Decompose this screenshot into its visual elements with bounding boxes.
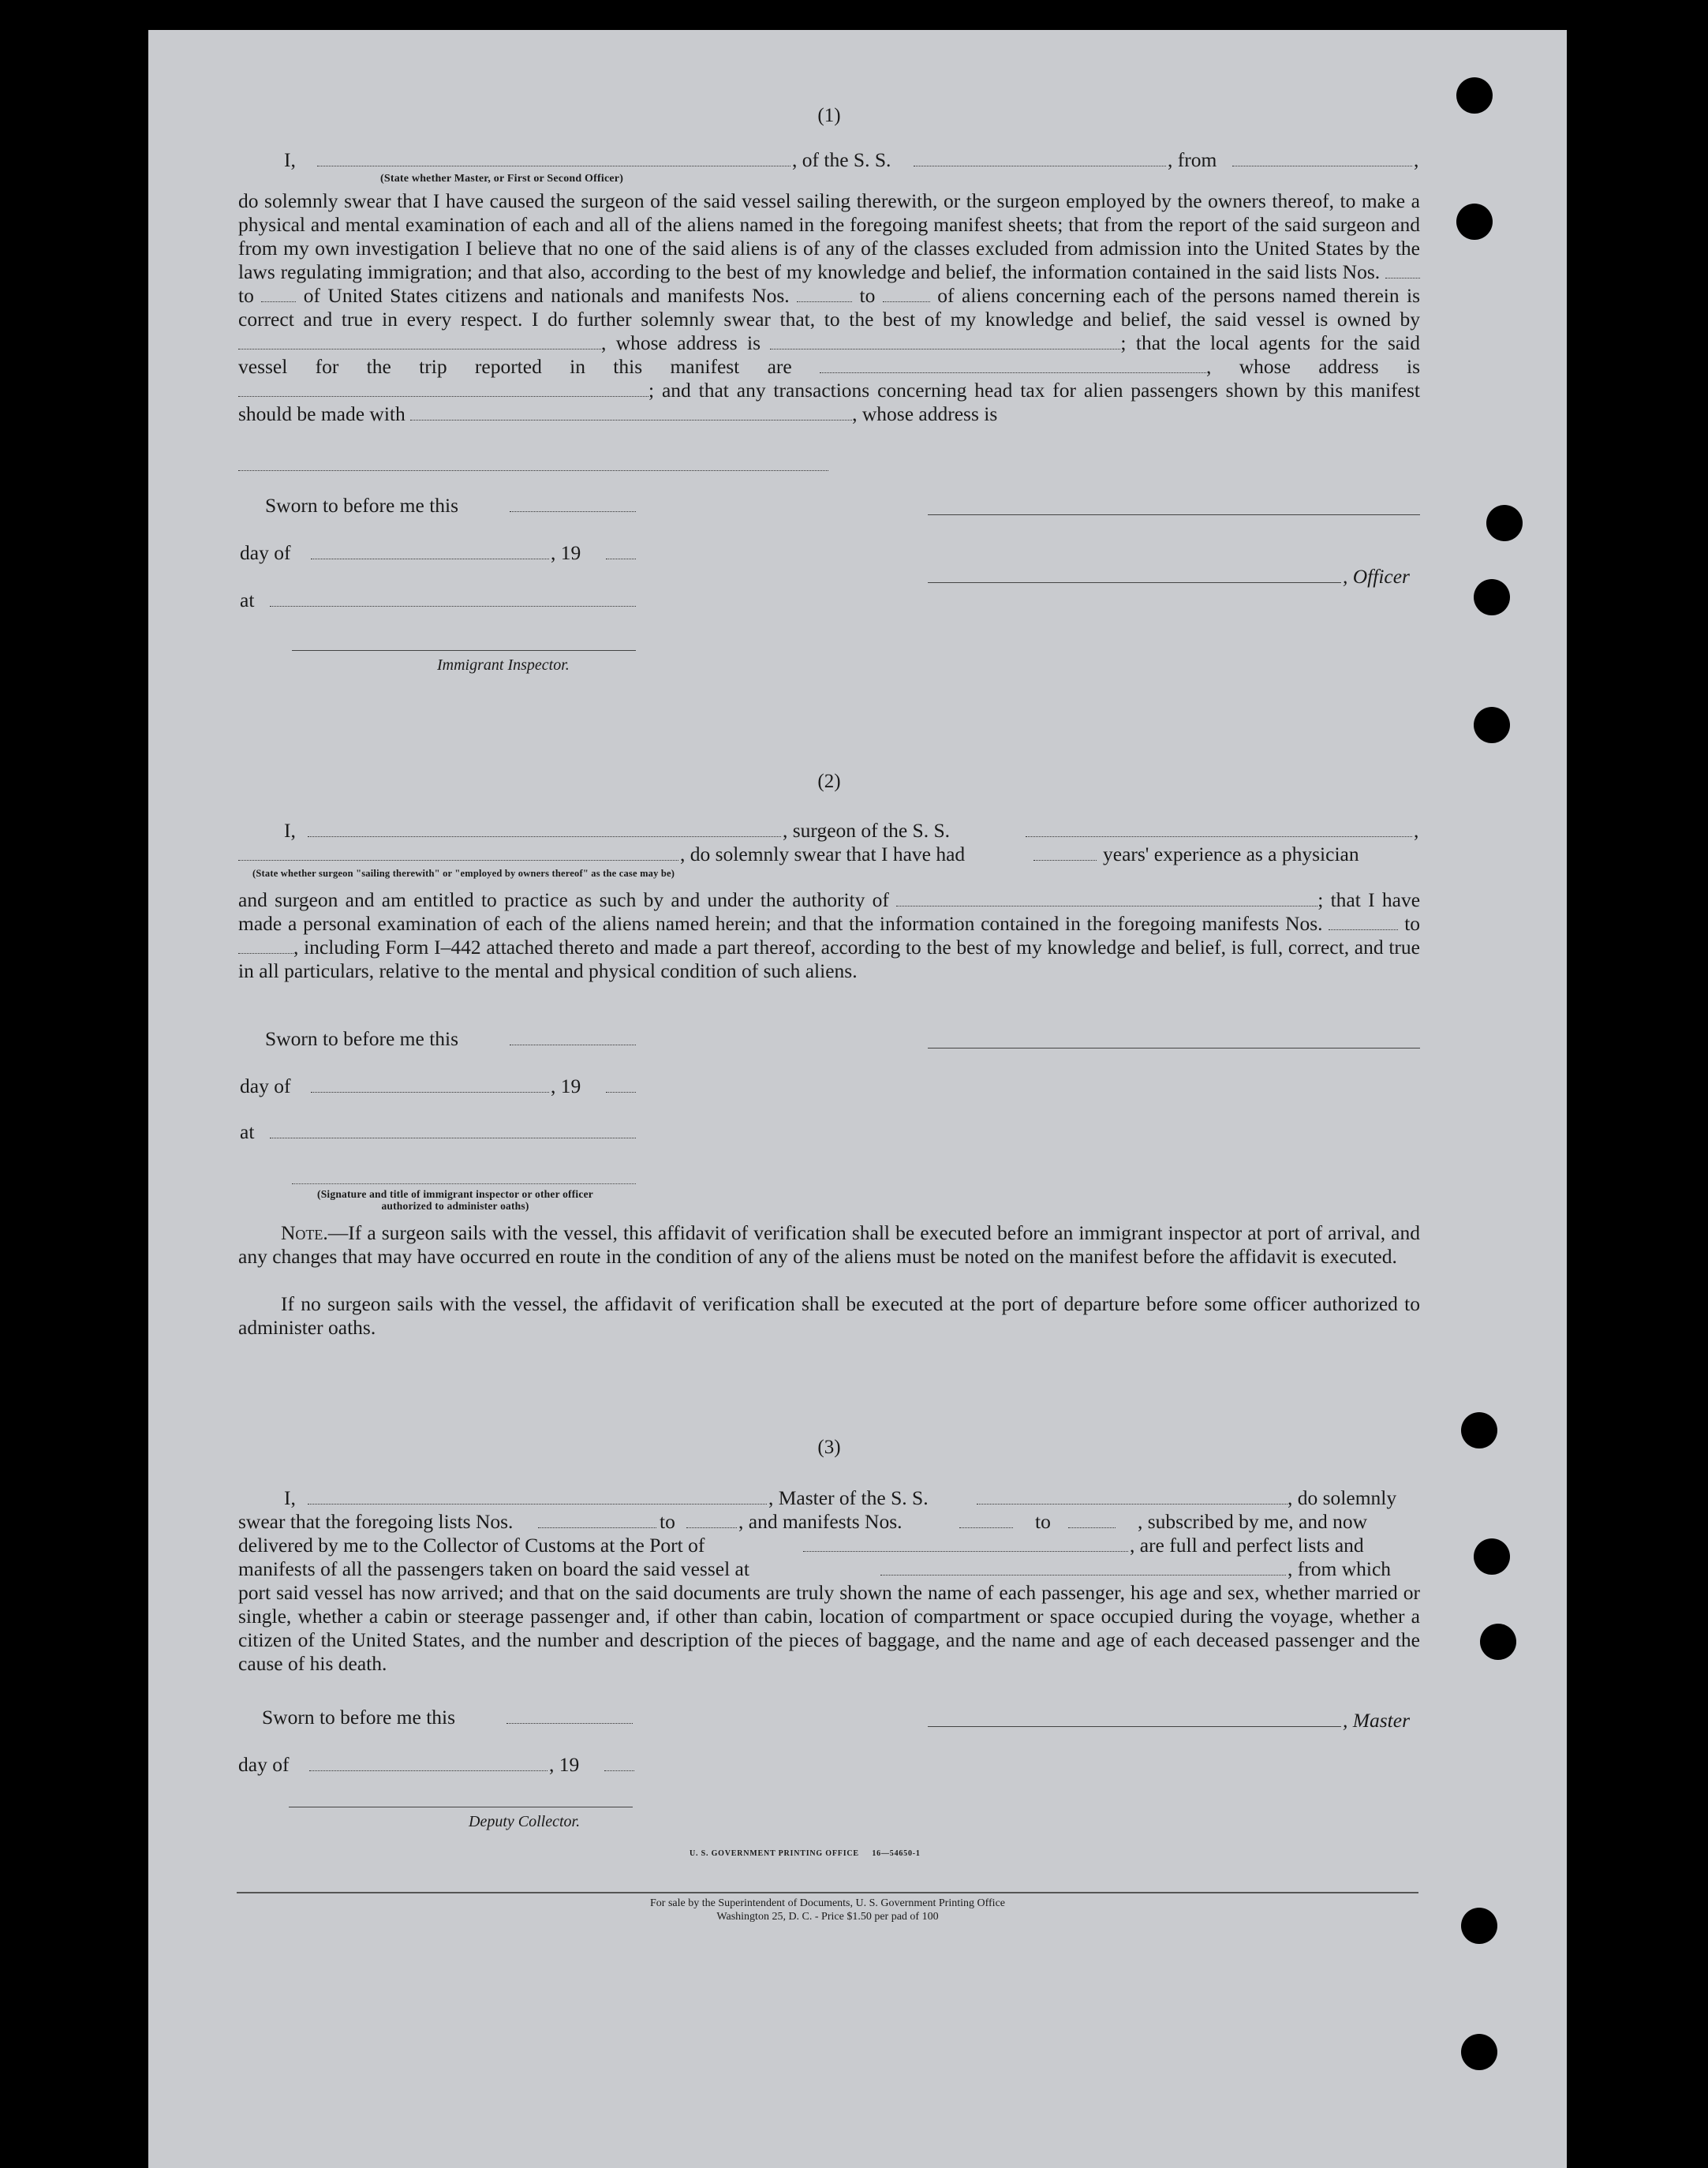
list-to-field[interactable] [261, 289, 296, 302]
at-field[interactable] [270, 593, 636, 607]
to-label: to [859, 284, 876, 307]
owner-address-label: , whose address is [601, 331, 761, 354]
day-of-label: day of [238, 1753, 290, 1776]
section-2-number: (2) [817, 771, 841, 792]
section-1-number: (1) [817, 105, 841, 126]
year-field[interactable] [606, 1079, 636, 1093]
agents-address-label: whose address is [1239, 355, 1421, 378]
section-1-text-i: ; and that any transactions concerning head tax for alien passengers shown by this manifest should be made with [238, 379, 1420, 425]
line-end: , [1414, 819, 1419, 842]
experience-label: , do solemnly swear that I have had [680, 843, 966, 865]
manifests-label: , and manifests Nos. [738, 1510, 903, 1533]
section-1-text-b: of United States citizens and nationals and manifests Nos. [303, 284, 790, 307]
section-1-body [238, 189, 1420, 426]
punch-hole-8 [1480, 1624, 1516, 1660]
master-name-field[interactable] [308, 1491, 767, 1505]
to-label: to [1035, 1510, 1051, 1533]
to-label: to [1404, 912, 1421, 935]
year-field[interactable] [604, 1758, 634, 1771]
master-signature-label: , Master [1343, 1709, 1410, 1732]
year-label: , 19 [551, 541, 581, 564]
year-field[interactable] [606, 546, 636, 559]
surgeon-status-field[interactable] [238, 847, 678, 861]
inspector-signature-line[interactable] [292, 650, 636, 651]
officer-signature-line-2[interactable] [928, 582, 1341, 583]
i-label: I, [284, 1486, 296, 1509]
agents-address-field[interactable] [238, 383, 648, 397]
section-2-body [238, 888, 1420, 983]
do-solemnly-label: , do solemnly [1288, 1486, 1397, 1509]
section-1-text-c: of aliens concerning each of the persons named therein is correct and true in every respect. I do further solemnly swear that, to the best of my knowledge and belief, the said vessel is owned by [238, 284, 1421, 331]
years-experience-label: years' experience as a physician [1103, 843, 1359, 865]
section-3-number: (3) [817, 1437, 841, 1458]
authority-field[interactable] [896, 893, 1317, 906]
at-label: at [240, 1120, 255, 1143]
note-label: Note. [281, 1221, 328, 1244]
section-2-text-a: and surgeon and am entitled to practice as such by and under the authority of [238, 888, 889, 911]
note-text: —If a surgeon sails with the vessel, this affidavit of verification shall be executed before an immigrant inspector at port of arrival, and any changes that may have occurred en route in the condition of any of the aliens must be noted on the manifest before the affidavit is executed. [238, 1221, 1420, 1268]
head-tax-address-field[interactable] [238, 458, 828, 471]
printing-office-mark: U. S. GOVERNMENT PRINTING OFFICE 16—54650-1 [690, 1849, 921, 1858]
to-label: to [660, 1510, 675, 1533]
i-label: I, [284, 148, 296, 171]
lists-to-field[interactable] [686, 1515, 737, 1528]
vessel-name-field[interactable] [914, 153, 1166, 166]
sworn-day-field[interactable] [510, 499, 636, 512]
owner-field[interactable] [238, 336, 601, 349]
footer-rule [237, 1892, 1418, 1893]
signature-caption: (Signature and title of immigrant inspector or other officer authorized to administer oaths) [317, 1188, 593, 1212]
section-2-text-c: that I have made a personal examination of each of the aliens named herein; and that the information contained in the foregoing manifests Nos. [238, 888, 1421, 935]
sworn-day-field[interactable] [510, 1032, 636, 1045]
footer [237, 1897, 1418, 1923]
surgeon-vessel-field[interactable] [1026, 824, 1412, 837]
section-3-body: port said vessel has now arrived; and that on the said documents are truly shown the name of each passenger, his age and sex, whether married or single, whether a cabin or steerage passenger and, if other than cabin, location of compartment or space occupied during the voyage, whether a citizen of the United States, and the number and description of the pieces of baggage, and the name and age of each deceased passenger and the cause of his death. [238, 1581, 1420, 1675]
owner-address-field[interactable] [770, 336, 1120, 349]
at-label: at [240, 589, 255, 611]
manifests-from-field[interactable] [1329, 917, 1398, 930]
sworn-label: Sworn to before me this [265, 1027, 459, 1050]
punch-hole-5 [1474, 707, 1510, 743]
section-2-text-d: , including Form I–442 attached thereto and made a part thereof, according to the best of my knowledge and belief, is full, correct, and true in all particulars, relative to the mental and physical condition of such aliens. [238, 936, 1420, 982]
manifest-to-field[interactable] [883, 289, 930, 302]
head-tax-contact-field[interactable] [410, 407, 852, 421]
punch-hole-6 [1461, 1412, 1497, 1448]
master-signature-line[interactable] [928, 1726, 1341, 1727]
day-of-field[interactable] [311, 1079, 549, 1093]
punch-hole-2 [1456, 204, 1493, 240]
year-label: , 19 [549, 1753, 580, 1776]
administering-officer-signature-line[interactable] [292, 1183, 636, 1184]
footer-line-2: Washington 25, D. C. - Price $1.50 per pad of 100 [716, 1911, 939, 1923]
delivered-label: delivered by me to the Collector of Customs at the Port of [238, 1534, 705, 1557]
note-paragraph-2: If no surgeon sails with the vessel, the affidavit of verification shall be executed at the port of departure before some officer authorized to administer oaths. [238, 1292, 1420, 1339]
punch-hole-10 [1461, 2034, 1497, 2070]
manifests-taken-label: manifests of all the passengers taken on board the said vessel at [238, 1557, 749, 1580]
sworn-label: Sworn to before me this [265, 494, 459, 517]
footer-line-1: For sale by the Superintendent of Documents, U. S. Government Printing Office [650, 1897, 1005, 1909]
inspector-label: Immigrant Inspector. [437, 656, 570, 674]
port-field[interactable] [803, 1538, 1128, 1552]
punch-hole-3 [1486, 505, 1523, 541]
semicolon: ; [1317, 888, 1324, 911]
day-of-field[interactable] [311, 546, 549, 559]
officer-label: , Officer [1343, 565, 1410, 588]
lists-from-field[interactable] [538, 1515, 656, 1528]
lists-label: swear that the foregoing lists Nos. [238, 1510, 514, 1533]
manifest-from-field[interactable] [797, 289, 852, 302]
line-end: , [1414, 148, 1419, 171]
officer-title-field[interactable] [317, 153, 790, 166]
local-agents-field[interactable] [820, 360, 1206, 373]
at-field[interactable] [270, 1125, 636, 1138]
i-label: I, [284, 819, 296, 842]
list-from-field[interactable] [1385, 265, 1420, 278]
years-field[interactable] [1033, 847, 1097, 861]
punch-hole-4 [1474, 579, 1510, 615]
head-tax-address-label: , whose address is [852, 402, 998, 425]
from-label: , from [1168, 148, 1217, 171]
surgeon-label: , surgeon of the S. S. [783, 819, 951, 842]
day-of-field[interactable] [309, 1758, 548, 1771]
from-port-field[interactable] [1232, 153, 1412, 166]
officer-caption: (State whether Master, or First or Second Officer) [380, 173, 624, 185]
punch-hole-9 [1461, 1908, 1497, 1944]
master-label: , Master of the S. S. [768, 1486, 929, 1509]
manifests-to-field[interactable] [1068, 1515, 1116, 1528]
to-label: to [238, 284, 254, 307]
surgeon-caption: (State whether surgeon "sailing therewith" or "employed by owners thereof" as the case may be) [252, 868, 675, 879]
comma: , [1206, 355, 1212, 378]
punch-hole-7 [1474, 1538, 1510, 1575]
surgeon-name-field[interactable] [308, 824, 781, 837]
note-paragraph [238, 1221, 1420, 1269]
manifests-to-field[interactable] [238, 940, 293, 954]
officer-signature-line-1[interactable] [928, 514, 1420, 515]
day-of-label: day of [240, 1075, 291, 1097]
vessel-label: , of the S. S. [792, 148, 891, 171]
boarding-port-field[interactable] [880, 1562, 1286, 1576]
sworn-day-field[interactable] [506, 1710, 633, 1724]
deputy-collector-label: Deputy Collector. [469, 1813, 581, 1830]
year-label: , 19 [551, 1075, 581, 1097]
section-1-text-f: that the local agents for the said vessel for the trip reported in this manifest are [238, 331, 1421, 378]
punch-hole-1 [1456, 77, 1493, 114]
section-1-text-a: do solemnly swear that I have caused the surgeon of the said vessel sailing therewith, or the surgeon employed by the owners thereof, to make a physical and mental examination of each and all of the aliens named in the foregoing manifest sheets; that from the report of the said surgeon and from my own investigation I believe that no one of the said aliens is of any of the classes excluded from admission into the United States by the laws regulating immigration; and that also, according to the best of my knowledge and belief, the information contained in the said lists Nos. [238, 189, 1420, 283]
from-which-label: , from which [1288, 1557, 1392, 1580]
day-of-label: day of [240, 541, 291, 564]
semicolon: ; [1120, 331, 1127, 354]
subscribed-label: , subscribed by me, and now [1138, 1510, 1368, 1533]
manifests-from-field[interactable] [959, 1515, 1013, 1528]
full-lists-label: , are full and perfect lists and [1130, 1534, 1364, 1557]
sworn-label: Sworn to before me this [262, 1706, 456, 1729]
master-vessel-field[interactable] [977, 1491, 1288, 1505]
